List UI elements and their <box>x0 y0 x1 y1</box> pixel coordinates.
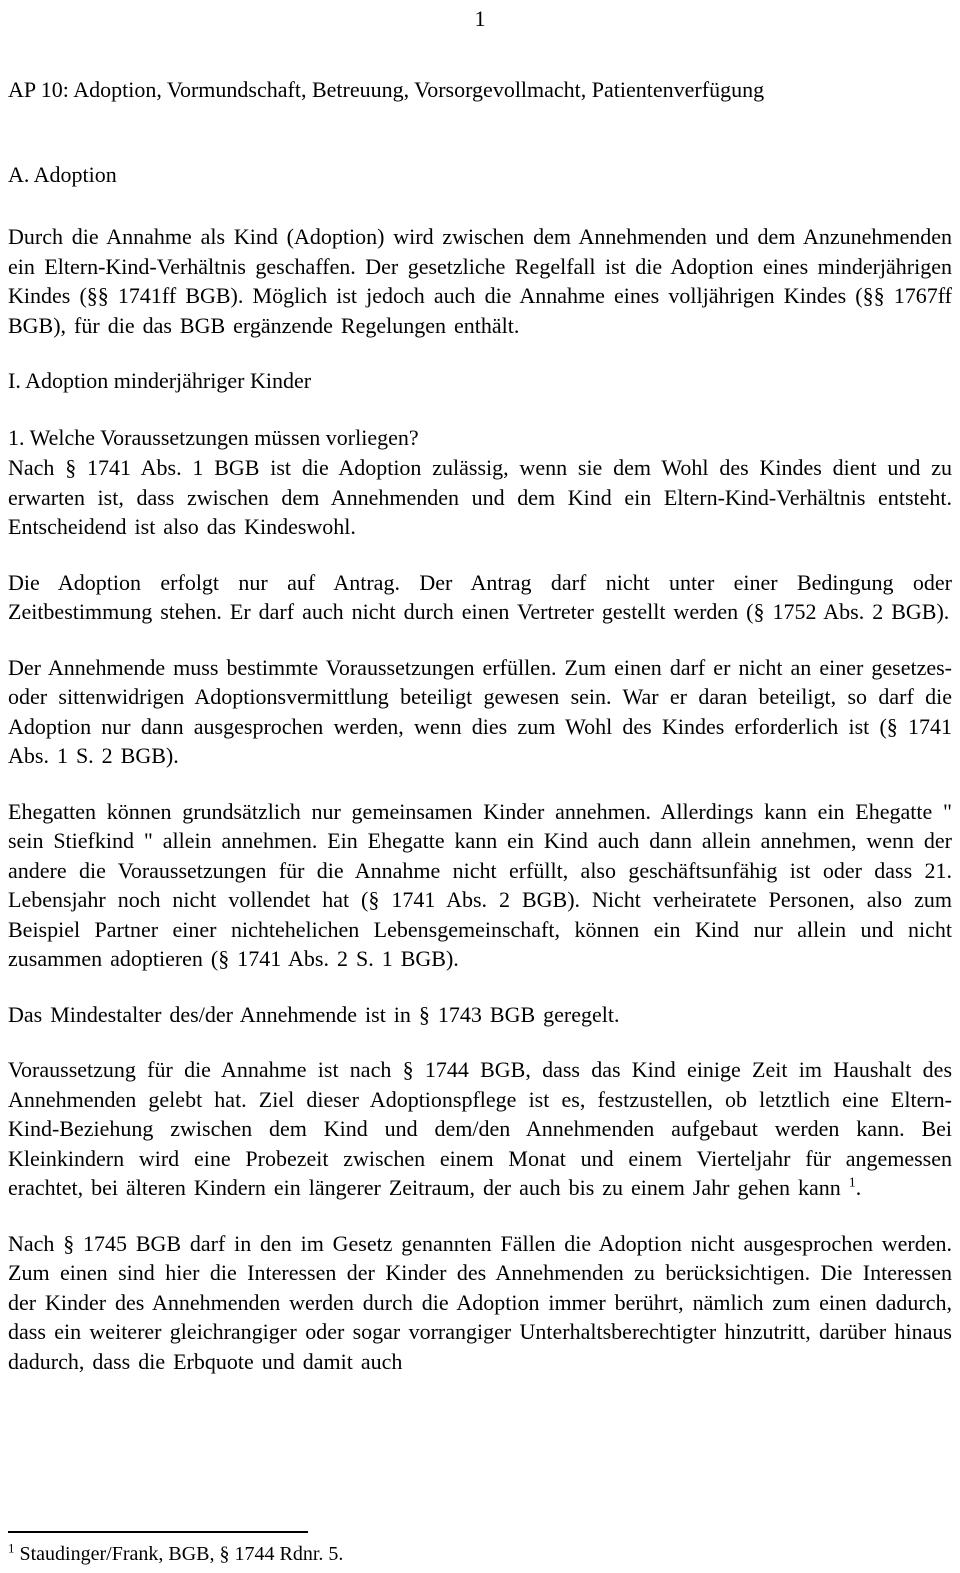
section-heading-adoption: A. Adoption <box>8 162 117 187</box>
footnote-marker: 1 <box>848 1175 856 1191</box>
document-title: AP 10: Adoption, Vormundschaft, Betreuung, Vorsorgevollmacht, Patientenverfügung <box>8 77 765 102</box>
paragraph-ehegatten: Ehegatten können grundsätzlich nur gemeinsamen Kinder annehmen. Allerdings kann ein Ehegatte " sein Stiefkind " allein annehmen. Ein Ehegatte kann ein Kind auch dann allein annehmen, wenn der andere die Voraussetzungen für die Annahme nicht erfüllt, also geschäftsunfähig ist oder dass 21. Lebensjahr noch nicht vollendet hat (§ 1741 Abs. 2 BGB). Nicht verheiratete Personen, also zum Beispiel Partner einer nichtehelichen Lebensgemeinschaft, können ein Kind nur allein und nicht zusammen adoptieren (§ 1741 Abs. 2 S. 1 BGB). <box>8 798 952 971</box>
footnote <box>8 1541 952 1567</box>
footnote-number: 1 <box>8 1540 15 1556</box>
paragraph-mindestalter: Das Mindestalter des/der Annehmende ist in § 1743 BGB geregelt. <box>8 1001 620 1027</box>
paragraph-adoptionspflege-suffix: . <box>855 1175 862 1200</box>
footnote-text: Staudinger/Frank, BGB, § 1744 Rdnr. 5. <box>19 1543 344 1565</box>
paragraph-1745-verbot: Nach § 1745 BGB darf in den im Gesetz genannten Fällen die Adoption nicht ausgesprochen werden. Zum einen sind hier die Interessen der Kinder des Annehmenden zu berücksichtigen. Die Interessen der Kinder des Annehmenden werden durch die Adoption immer berührt, nämlich zum einen dadurch, dass ein weiterer gleichrangiger oder sogar vorrangiger Unterhaltsberechtigter hinzutritt, darüber hinaus dadurch, dass die Erbquote und damit auch <box>8 1230 952 1374</box>
paragraph-antrag: Die Adoption erfolgt nur auf Antrag. Der Antrag darf nicht unter einer Bedingung oder Zeitbestimmung stehen. Er darf auch nicht durch einen Vertreter gestellt werden (§ 1752 Abs. 2 BGB). <box>8 569 952 624</box>
paragraph-intro: Durch die Annahme als Kind (Adoption) wird zwischen dem Annehmenden und dem Anzunehmenden ein Eltern-Kind-Verhältnis geschaffen. Der gesetzliche Regelfall ist die Adoption eines minderjährigen Kindes (§§ 1741ff BGB). Möglich ist jedoch auch die Annahme eines volljährigen Kindes (§§ 1767ff BGB), für die das BGB ergänzende Regelungen enthält. <box>8 224 952 338</box>
question-heading-voraussetzungen: 1. Welche Voraussetzungen müssen vorliegen? <box>8 425 419 450</box>
subsection-heading-minderjaehrige-kinder: I. Adoption minderjähriger Kinder <box>8 368 312 393</box>
paragraph-adoptionspflege <box>8 1055 952 1203</box>
paragraph-adoptionspflege-text: Voraussetzung für die Annahme ist nach § 1744 BGB, dass das Kind einige Zeit im Haushalt des Annehmenden gelebt hat. Ziel dieser Adoptionspflege ist es, festzustellen, ob letztlich eine Eltern-Kind-Beziehung zwischen dem Kind und dem/den Annehmenden aufgebaut werden kann. Bei Kleinkindern wird eine Probezeit zwischen einem Monat und einem Vierteljahr für angemessen erachtet, bei älteren Kindern ein längerer Zeitraum, der auch bis zu einem Jahr gehen kann <box>8 1057 952 1200</box>
paragraph-voraussetzungen-annehmender: Der Annehmende muss bestimmte Voraussetzungen erfüllen. Zum einen darf er nicht an einer gesetzes- oder sittenwidrigen Adoptionsvermittlung beteiligt gewesen sein. War er daran beteiligt, so darf die Adoption nur dann ausgesprochen werden, wenn dies zum Wohl des Kindes erforderlich ist (§ 1741 Abs. 1 S. 2 BGB). <box>8 654 952 768</box>
page-number: 1 <box>474 6 486 31</box>
paragraph-kindeswohl: Nach § 1741 Abs. 1 BGB ist die Adoption zulässig, wenn sie dem Wohl des Kindes dient und zu erwarten ist, dass zwischen dem Annehmenden und dem Kind ein Eltern-Kind-Verhältnis entsteht. Entscheidend ist also das Kindeswohl. <box>8 455 952 539</box>
footnote-separator <box>8 1531 308 1533</box>
footnote-area <box>8 1531 952 1567</box>
